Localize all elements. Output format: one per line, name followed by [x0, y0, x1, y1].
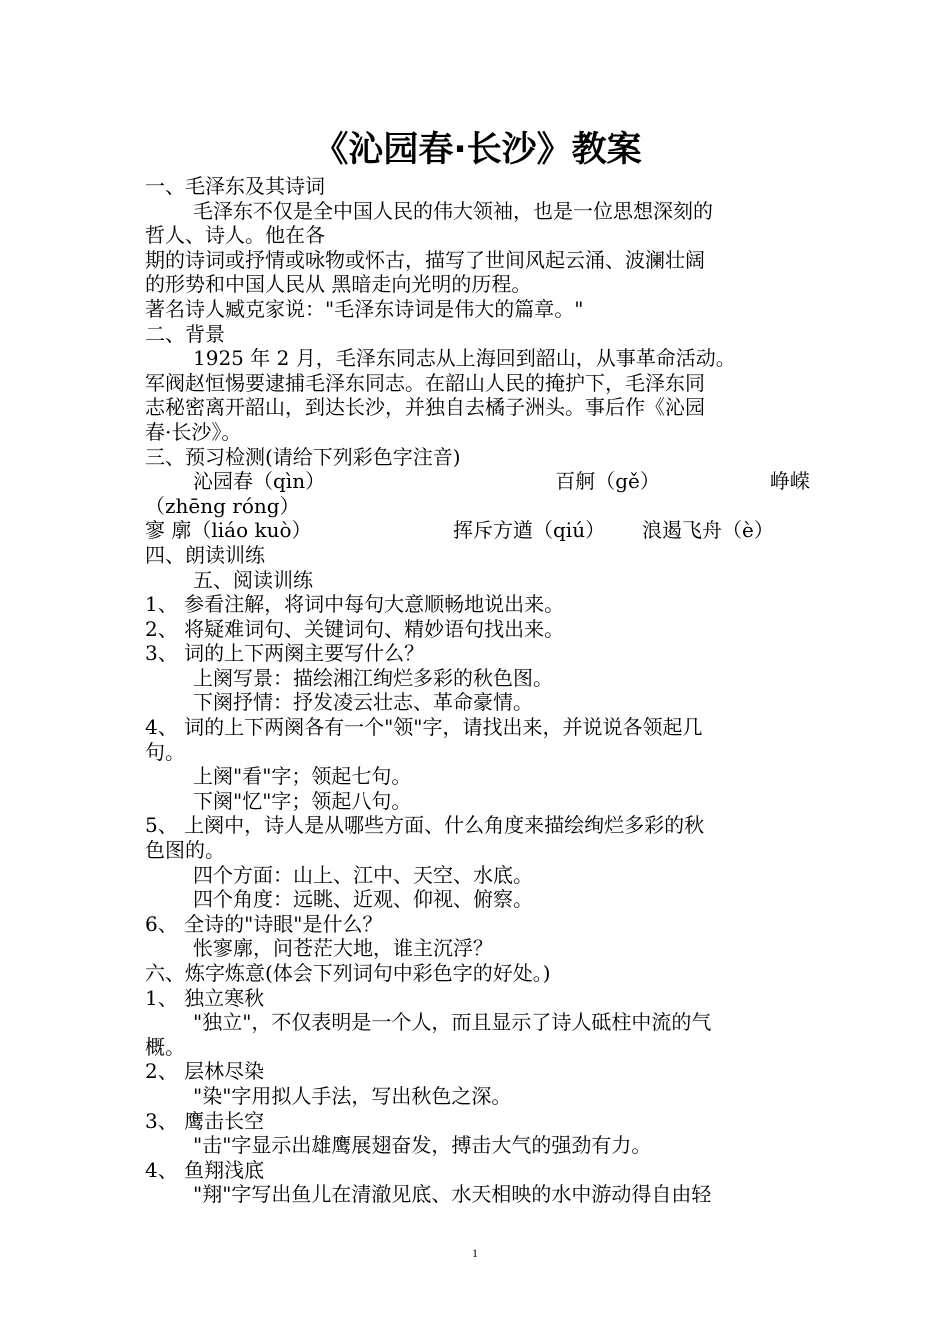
question-line: 3、 鹰击长空 — [145, 1108, 265, 1133]
answer-line: "翔"字写出鱼儿在清澈见底、水天相映的水中游动得自由轻 — [193, 1182, 712, 1207]
answer-line: "击"字显示出雄鹰展翅奋发，搏击大气的强劲有力。 — [193, 1133, 652, 1158]
question-line: 5、 上阕中，诗人是从哪些方面、什么角度来描绘绚烂多彩的秋 — [145, 813, 705, 838]
paragraph-line: 的形势和中国人民从 黑暗走向光明的历程。 — [145, 272, 532, 297]
page-number: 1 — [472, 1246, 478, 1260]
pinyin-item: 浪遏飞舟（è） — [642, 518, 774, 543]
question-line: 句。 — [145, 739, 185, 764]
answer-line: 四个角度：远眺、近观、仰视、俯察。 — [193, 887, 533, 912]
question-line: 2、 层林尽染 — [145, 1059, 265, 1084]
section-heading: 六、炼字炼意(体会下列词句中彩色字的好处。) — [145, 961, 551, 985]
paragraph-line: 志秘密离开韶山，到达长沙，并独自去橘子洲头。事后作《沁园 — [145, 395, 705, 420]
document-title: 《沁园春·长沙》教案 — [313, 130, 642, 170]
section-heading: 四、朗读训练 — [145, 542, 265, 567]
answer-line: 下阕抒情：抒发凌云壮志、革命豪情。 — [193, 690, 533, 715]
pinyin-item: 沁园春（qìn） — [193, 469, 326, 494]
pinyin-line: （zhēng róng） — [145, 493, 300, 518]
pinyin-item: 百舸（gě） — [555, 469, 660, 494]
section-heading: 一、毛泽东及其诗词 — [145, 174, 325, 198]
question-line: 3、 词的上下两阕主要写什么？ — [145, 641, 425, 666]
question-line: 1、 独立寒秋 — [145, 985, 265, 1010]
question-line: 4、 鱼翔浅底 — [145, 1157, 265, 1182]
question-line: 色图的。 — [145, 838, 225, 863]
pinyin-item: 挥斥方遒（qiú） — [453, 518, 606, 543]
paragraph-line: 1925 年 2 月，毛泽东同志从上海回到韶山，从事革命活动。 — [193, 346, 736, 371]
pinyin-row — [145, 518, 810, 543]
document-body — [145, 128, 810, 1207]
paragraph-line: 毛泽东不仅是全中国人民的伟大领袖，也是一位思想深刻的 — [193, 198, 713, 223]
answer-line: 上阕写景：描绘湘江绚烂多彩的秋色图。 — [193, 665, 553, 690]
section-heading: 三、预习检测(请给下列彩色字注音) — [145, 444, 461, 469]
answer-line: 概。 — [145, 1034, 185, 1059]
question-line: 6、 全诗的"诗眼"是什么？ — [145, 911, 383, 936]
question-line: 2、 将疑难词句、关键词句、精妙语句找出来。 — [145, 616, 565, 641]
answer-line: 四个方面：山上、江中、天空、水底。 — [193, 862, 533, 887]
answer-line: "独立"，不仅表明是一个人，而且显示了诗人砥柱中流的气 — [193, 1010, 712, 1035]
pinyin-row — [145, 469, 810, 494]
section-heading: 五、阅读训练 — [193, 567, 313, 592]
pinyin-item: 寥 廓（liáo kuò） — [145, 518, 312, 543]
question-line: 1、 参看注解，将词中每句大意顺畅地说出来。 — [145, 592, 565, 617]
paragraph-line: 著名诗人臧克家说："毛泽东诗词是伟大的篇章。" — [145, 296, 584, 321]
paragraph-line: 春·长沙》。 — [145, 419, 242, 444]
pinyin-item: 峥嵘 — [769, 469, 810, 494]
paragraph-line: 哲人、诗人。他在各 — [145, 223, 325, 248]
answer-line: 下阕"忆"字；领起八句。 — [193, 788, 412, 813]
question-line: 4、 词的上下两阕各有一个"领"字，请找出来，并说说各领起几 — [145, 715, 703, 740]
answer-line: "染"字用拟人手法，写出秋色之深。 — [193, 1083, 512, 1108]
paragraph-line: 期的诗词或抒情或咏物或怀古，描写了世间风起云涌、波澜壮阔 — [145, 247, 705, 272]
answer-line: 上阕"看"字；领起七句。 — [193, 764, 412, 789]
paragraph-line: 军阀赵恒惕要逮捕毛泽东同志。在韶山人民的掩护下，毛泽东同 — [145, 370, 705, 395]
section-heading: 二、背景 — [145, 321, 225, 346]
answer-line: 怅寥廓，问苍茫大地，谁主沉浮？ — [193, 936, 493, 961]
